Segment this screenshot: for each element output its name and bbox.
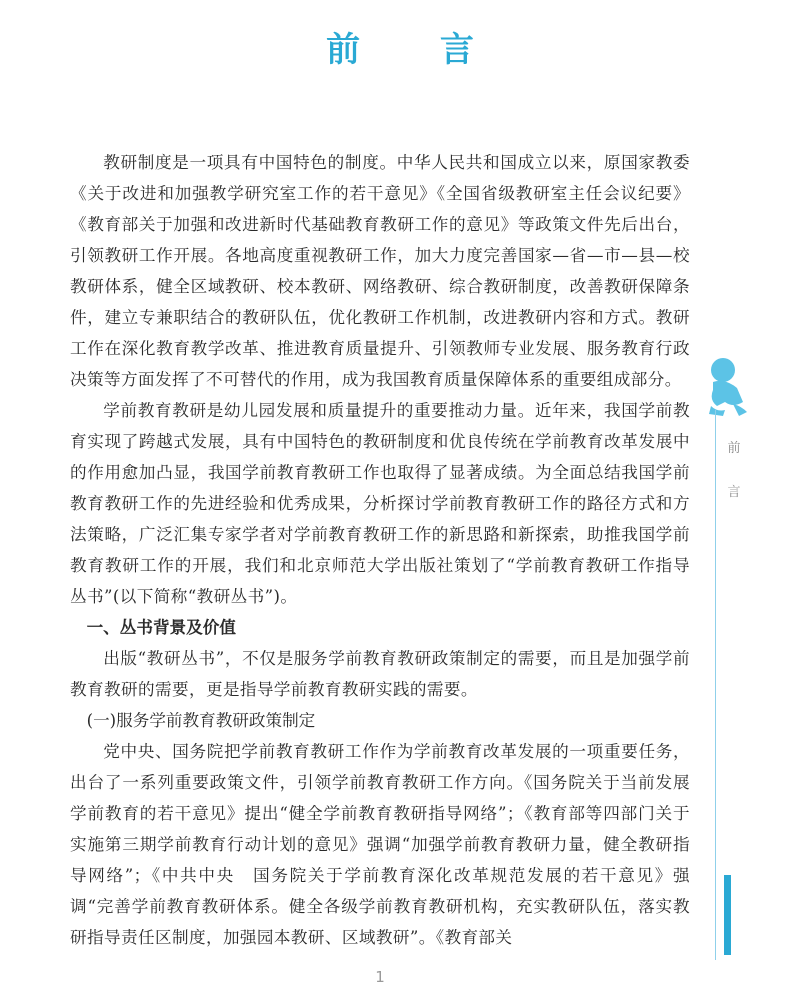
sidebar-progress-bar [724,875,731,955]
side-label: 言 [727,485,741,500]
sidebar-divider [715,410,716,960]
body-text [70,147,690,953]
paragraph: 学前教育教研是幼儿园发展和质量提升的重要推动力量。近年来，我国学前教育实现了跨越式发展，具有中国特色的教研制度和优良传统在学前教育改革发展中的作用愈加凸显，我国学前教育教研工作也取得了显著成绩。为全面总结我国学前教育教研工作的先进经验和优秀成果，分析探讨学前教育教研工作的路径方式和方法策略，广泛汇集专家学者对学前教育教研工作的新思路和新探索，助推我国学前教育教研工作的开展，我们和北京师范大学出版社策划了“学前教育教研工作指导丛书”(以下简称“教研丛书”)。 [70,401,690,606]
child-figure-icon [703,350,753,420]
paragraph: 出版“教研丛书”，不仅是服务学前教育教研政策制定的需要，而且是加强学前教育教研的需要，更是指导学前教育教研实践的需要。 [70,649,690,699]
subsection-heading: (一)服务学前教育教研政策制定 [86,711,316,730]
paragraph: 党中央、国务院把学前教育教研工作作为学前教育改革发展的一项重要任务，出台了一系列重要政策文件，引领学前教育教研工作方向。《国务院关于当前发展学前教育的若干意见》提出“健全学前教育教研指导网络”；《教育部等四部门关于实施第三期学前教育行动计划的意见》强调“加强学前教育教研力量，健全教研指导网络”；《中共中央 国务院关于学前教育深化改革规范发展的若干意见》强调“完善学前教育教研体系。健全各级学前教育教研机构，充实教研队伍，落实教研指导责任区制度，加强园本教研、区域教研”。《教育部关 [70,742,690,947]
page-title: 前 言 [326,30,508,70]
paragraph: 教研制度是一项具有中国特色的制度。中华人民共和国成立以来，原国家教委《关于改进和加强教学研究室工作的若干意见》《全国省级教研室主任会议纪要》《教育部关于加强和改进新时代基础教育教研工作的意见》等政策文件先后出台，引领教研工作开展。各地高度重视教研工作，加大力度完善国家—省—市—县—校教研体系，健全区域教研、校本教研、网络教研、综合教研制度，改善教研保障条件，建立专兼职结合的教研队伍，优化教研工作机制，改进教研内容和方式。教研工作在深化教育教学改革、推进教育质量提升、引领教师专业发展、服务教育行政决策等方面发挥了不可替代的作用，成为我国教育质量保障体系的重要组成部分。 [70,153,690,389]
section-heading: 一、丛书背景及价值 [86,618,236,637]
page-number: 1 [375,968,385,986]
side-label: 前 [727,441,741,456]
